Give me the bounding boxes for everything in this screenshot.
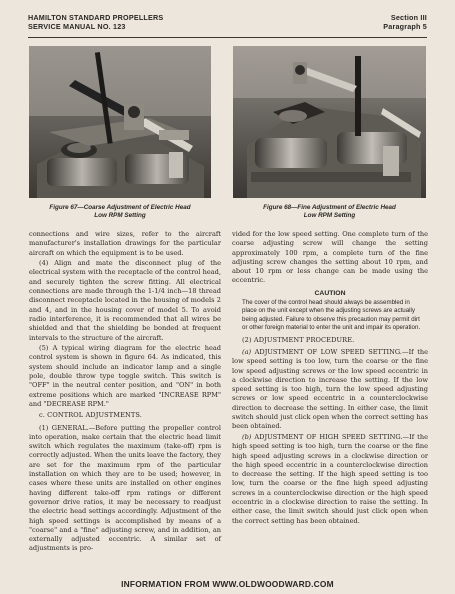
figure-67-photo xyxy=(29,46,211,198)
heading-control-adjustments: c. CONTROL ADJUSTMENTS. xyxy=(39,411,142,420)
running-header-left xyxy=(28,14,163,31)
figure-68-photo xyxy=(233,46,426,198)
caution-body: The cover of the control head should always be assembled in place on the unit except when the adjusting screws are actually being adjusted. Failure to observe this precaution may permit dirt or other foreign material to enter the unit and impair its operation. xyxy=(242,299,421,332)
paragraph-settings-continued: vided for the low speed setting. One complete turn of the coarse adjusting screw will change the setting approximately 100 rpm, a complete turn of the fine adjusting screw changes the setting about 10 rpm, and about 10 rpm or less change can be made using the eccentric. xyxy=(232,230,428,285)
running-header-right xyxy=(383,14,427,31)
source-footer: INFORMATION FROM WWW.OLDWOODWARD.COM xyxy=(121,579,334,589)
section-label: Section III xyxy=(390,13,427,22)
figure-67-caption: Figure 67—Coarse Adjustment of Electric Head Low RPM Setting xyxy=(49,204,191,219)
caution-heading: CAUTION xyxy=(314,289,346,297)
paragraph-general: (1) GENERAL.—Before putting the propeller control into operation, make certain that the electric head limit switch which regulates the maximum (take-off) rpm is correctly adjusted. When the units leave the factory, they are set for the maximum rpm of the particular installation on which they are to be used; however, in cases where these units are installed on other engines having different take-off rpm ratings or different governor drive ratios, it may be necessary to readjust the electric head settings accordingly. Adjustment of the high speed settings is accomplished by means of a "coarse" and a "fine" adjusting screw, and in addition, an externally adjusted eccentric. A similar set of adjustments is pro- xyxy=(29,423,221,553)
figure-68-caption: Figure 68—Fine Adjustment of Electric Head Low RPM Setting xyxy=(263,204,396,219)
left-text-column xyxy=(29,230,221,555)
paragraph-label: Paragraph 5 xyxy=(383,21,427,31)
right-text-column xyxy=(232,230,428,527)
header-rule xyxy=(28,37,427,38)
paragraph-wiring-reference: connections and wire sizes, refer to the aircraft manufacturer's installation drawings for the particular aircraft on which the equipment is to be used. xyxy=(29,230,221,257)
paragraph-step-4: (4) Align and mate the disconnect plug of the electrical system with the receptacle of the control head, and securely tighten the screw fitting. All electrical connections are made through the 1-1/4 inch—18 thread disconnect receptacle located in the housing of models 2 and 4, and in the housing cover of model 5. To avoid radio interference, it is recommended that all wires be shielded and that the shielding be bonded at frequent intervals to the structure of the aircraft. xyxy=(29,259,221,342)
paragraph-low-speed: (a) ADJUSTMENT OF LOW SPEED SETTING.—If the low speed setting is too low, turn the coarse or the fine low speed adjusting screws or the low speed eccentric in a clockwise direction to increase the setting. If the low speed setting is too high, turn the low speed adjusting screws or low speed eccentric in a counterclockwise direction to decrease the setting. In either case, the limit switch should just click open when the correct setting has been obtained. xyxy=(232,348,428,431)
paragraph-step-5: (5) A typical wiring diagram for the electric head control system is shown in figure 64. As indicated, this system should include an indicator lamp and a single pole, double throw type toggle switch. This switch is "OFF" in the neutral center position, and "ON" in both extreme positions which are marked "INCREASE RPM" and "DECREASE RPM." xyxy=(29,344,221,408)
manual-number: SERVICE MANUAL NO. 123 xyxy=(28,21,126,31)
manual-publisher: HAMILTON STANDARD PROPELLERS xyxy=(28,13,164,22)
heading-adjustment-procedure: (2) ADJUSTMENT PROCEDURE. xyxy=(242,335,355,344)
paragraph-high-speed: (b) ADJUSTMENT OF HIGH SPEED SETTING.—If the high speed setting is too high, turn the coarse or the fine high speed adjusting screws in a clockwise direction or the high speed eccentric in a counterclockwise direction to decrease the setting. If the high speed setting is too low, turn the coarse or the fine high speed adjusting screws in a counterclockwise direction or the high speed eccentric in a clockwise direction to raise the setting. In either case, the limit switch should just click open when the correct setting has been obtained. xyxy=(232,432,428,525)
